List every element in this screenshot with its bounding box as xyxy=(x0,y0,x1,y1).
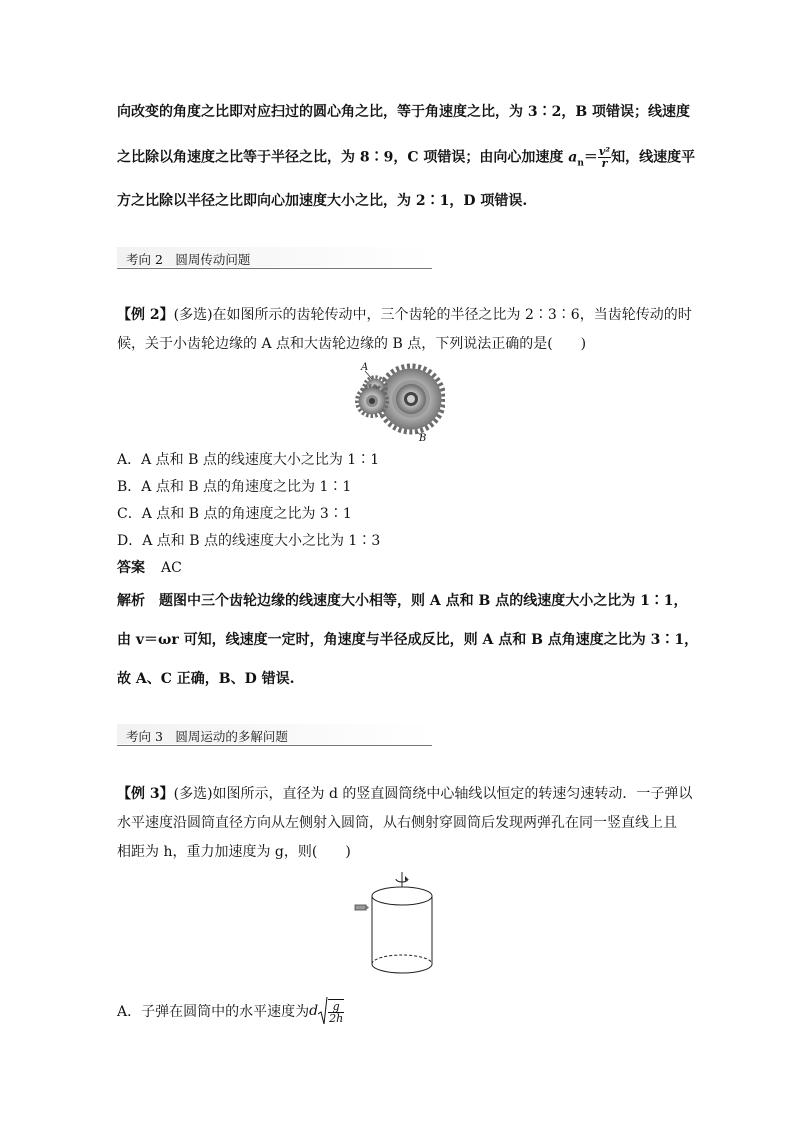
sqrt-numerator: g xyxy=(328,1001,344,1013)
example-3-line-1-text: (多选)如图所示，直径为 d 的竖直圆筒绕中心轴线以恒定的转速匀速转动．一子弹以 xyxy=(173,786,693,802)
section-2-underline xyxy=(117,268,432,269)
example-3-option-a-text: A．子弹在圆筒中的水平速度为 xyxy=(117,1004,310,1020)
option-a-d: d xyxy=(309,1003,319,1019)
intro-line-2-text-b: 知，线速度平 xyxy=(611,149,696,166)
bullet-tip-icon xyxy=(366,905,369,910)
example-3-tag: 【例 3】 xyxy=(117,786,174,802)
example-3-line-2: 水平速度沿圆筒直径方向从左侧射入圆筒，从右侧射穿圆筒后发现两弹孔在同一竖直线上且 xyxy=(117,815,677,831)
formula-a: a xyxy=(568,149,578,166)
cylinder-drawing xyxy=(350,868,450,978)
example-2-option-d: D．A 点和 B 点的线速度大小之比为 1∶3 xyxy=(117,533,381,549)
sqrt-denominator: 2h xyxy=(329,1011,344,1025)
intro-line-1: 向改变的角度之比即对应扫过的圆心角之比，等于角速度之比，为 3∶2，B 项错误；线速度 xyxy=(117,104,691,120)
analysis-line-1-text: 题图中三个齿轮边缘的线速度大小相等，则 A 点和 B 点的线速度大小之比为 1∶1， xyxy=(159,593,688,609)
example-2-analysis-line-2: 由 v＝ωr 可知，线速度一定时，角速度与半径成反比，则 A 点和 B 点角速度之比为 3∶1， xyxy=(117,632,699,648)
example-2-answer xyxy=(117,557,182,577)
sqrt-sign-icon xyxy=(318,996,328,1026)
example-2-line-1 xyxy=(117,304,692,324)
example-2-analysis-line-1 xyxy=(117,590,688,610)
example-3-option-a xyxy=(117,996,344,1026)
formula-denominator: r xyxy=(601,157,608,170)
section-3-underline xyxy=(117,745,432,746)
formula-eq: ＝ xyxy=(583,149,598,166)
section-3-title: 考向 3 圆周运动的多解问题 xyxy=(126,729,288,744)
example-2-option-b: B．A 点和 B 点的角速度之比为 1∶1 xyxy=(117,479,352,495)
analysis-label: 解析 xyxy=(117,593,145,609)
example-2-line-1-text: (多选)在如图所示的齿轮传动中，三个齿轮的半径之比为 2∶3∶6，当齿轮传动的时 xyxy=(173,307,692,323)
cylinder-figure xyxy=(350,868,450,978)
formula-numerator: v² xyxy=(598,145,611,158)
example-2-option-c: C．A 点和 B 点的角速度之比为 3∶1 xyxy=(117,506,352,522)
formula-fraction xyxy=(598,146,611,169)
sqrt-fraction xyxy=(328,999,344,1024)
intro-line-2 xyxy=(117,146,695,169)
bullet-icon xyxy=(355,905,366,910)
example-2-line-2: 候，关于小齿轮边缘的 A 点和大齿轮边缘的 B 点，下列说法正确的是( ) xyxy=(117,336,587,352)
example-3-line-1 xyxy=(117,783,692,803)
gear-label-b: B xyxy=(419,433,427,442)
gear-drawing xyxy=(355,360,445,442)
formula-sub: n xyxy=(577,158,584,169)
answer-value: AC xyxy=(161,560,182,576)
example-2-option-a: A．A 点和 B 点的线速度大小之比为 1∶1 xyxy=(117,452,380,468)
example-2-analysis-line-3: 故 A、C 正确，B、D 错误. xyxy=(117,671,295,687)
intro-line-3: 方之比除以半径之比即向心加速度大小之比，为 2∶1，D 项错误. xyxy=(117,193,528,209)
intro-line-2-text-a: 之比除以角速度之比等于半径之比，为 8∶9，C 项错误；由向心加速度 xyxy=(117,149,569,166)
gear-label-a: A xyxy=(361,362,369,373)
section-2-title: 考向 2 圆周传动问题 xyxy=(126,252,251,267)
example-3-line-3: 相距为 h，重力加速度为 g，则( ) xyxy=(117,844,351,860)
gear-figure xyxy=(355,360,445,442)
sqrt-expression xyxy=(318,996,344,1026)
answer-label: 答案 xyxy=(117,560,145,576)
example-2-tag: 【例 2】 xyxy=(117,307,174,323)
